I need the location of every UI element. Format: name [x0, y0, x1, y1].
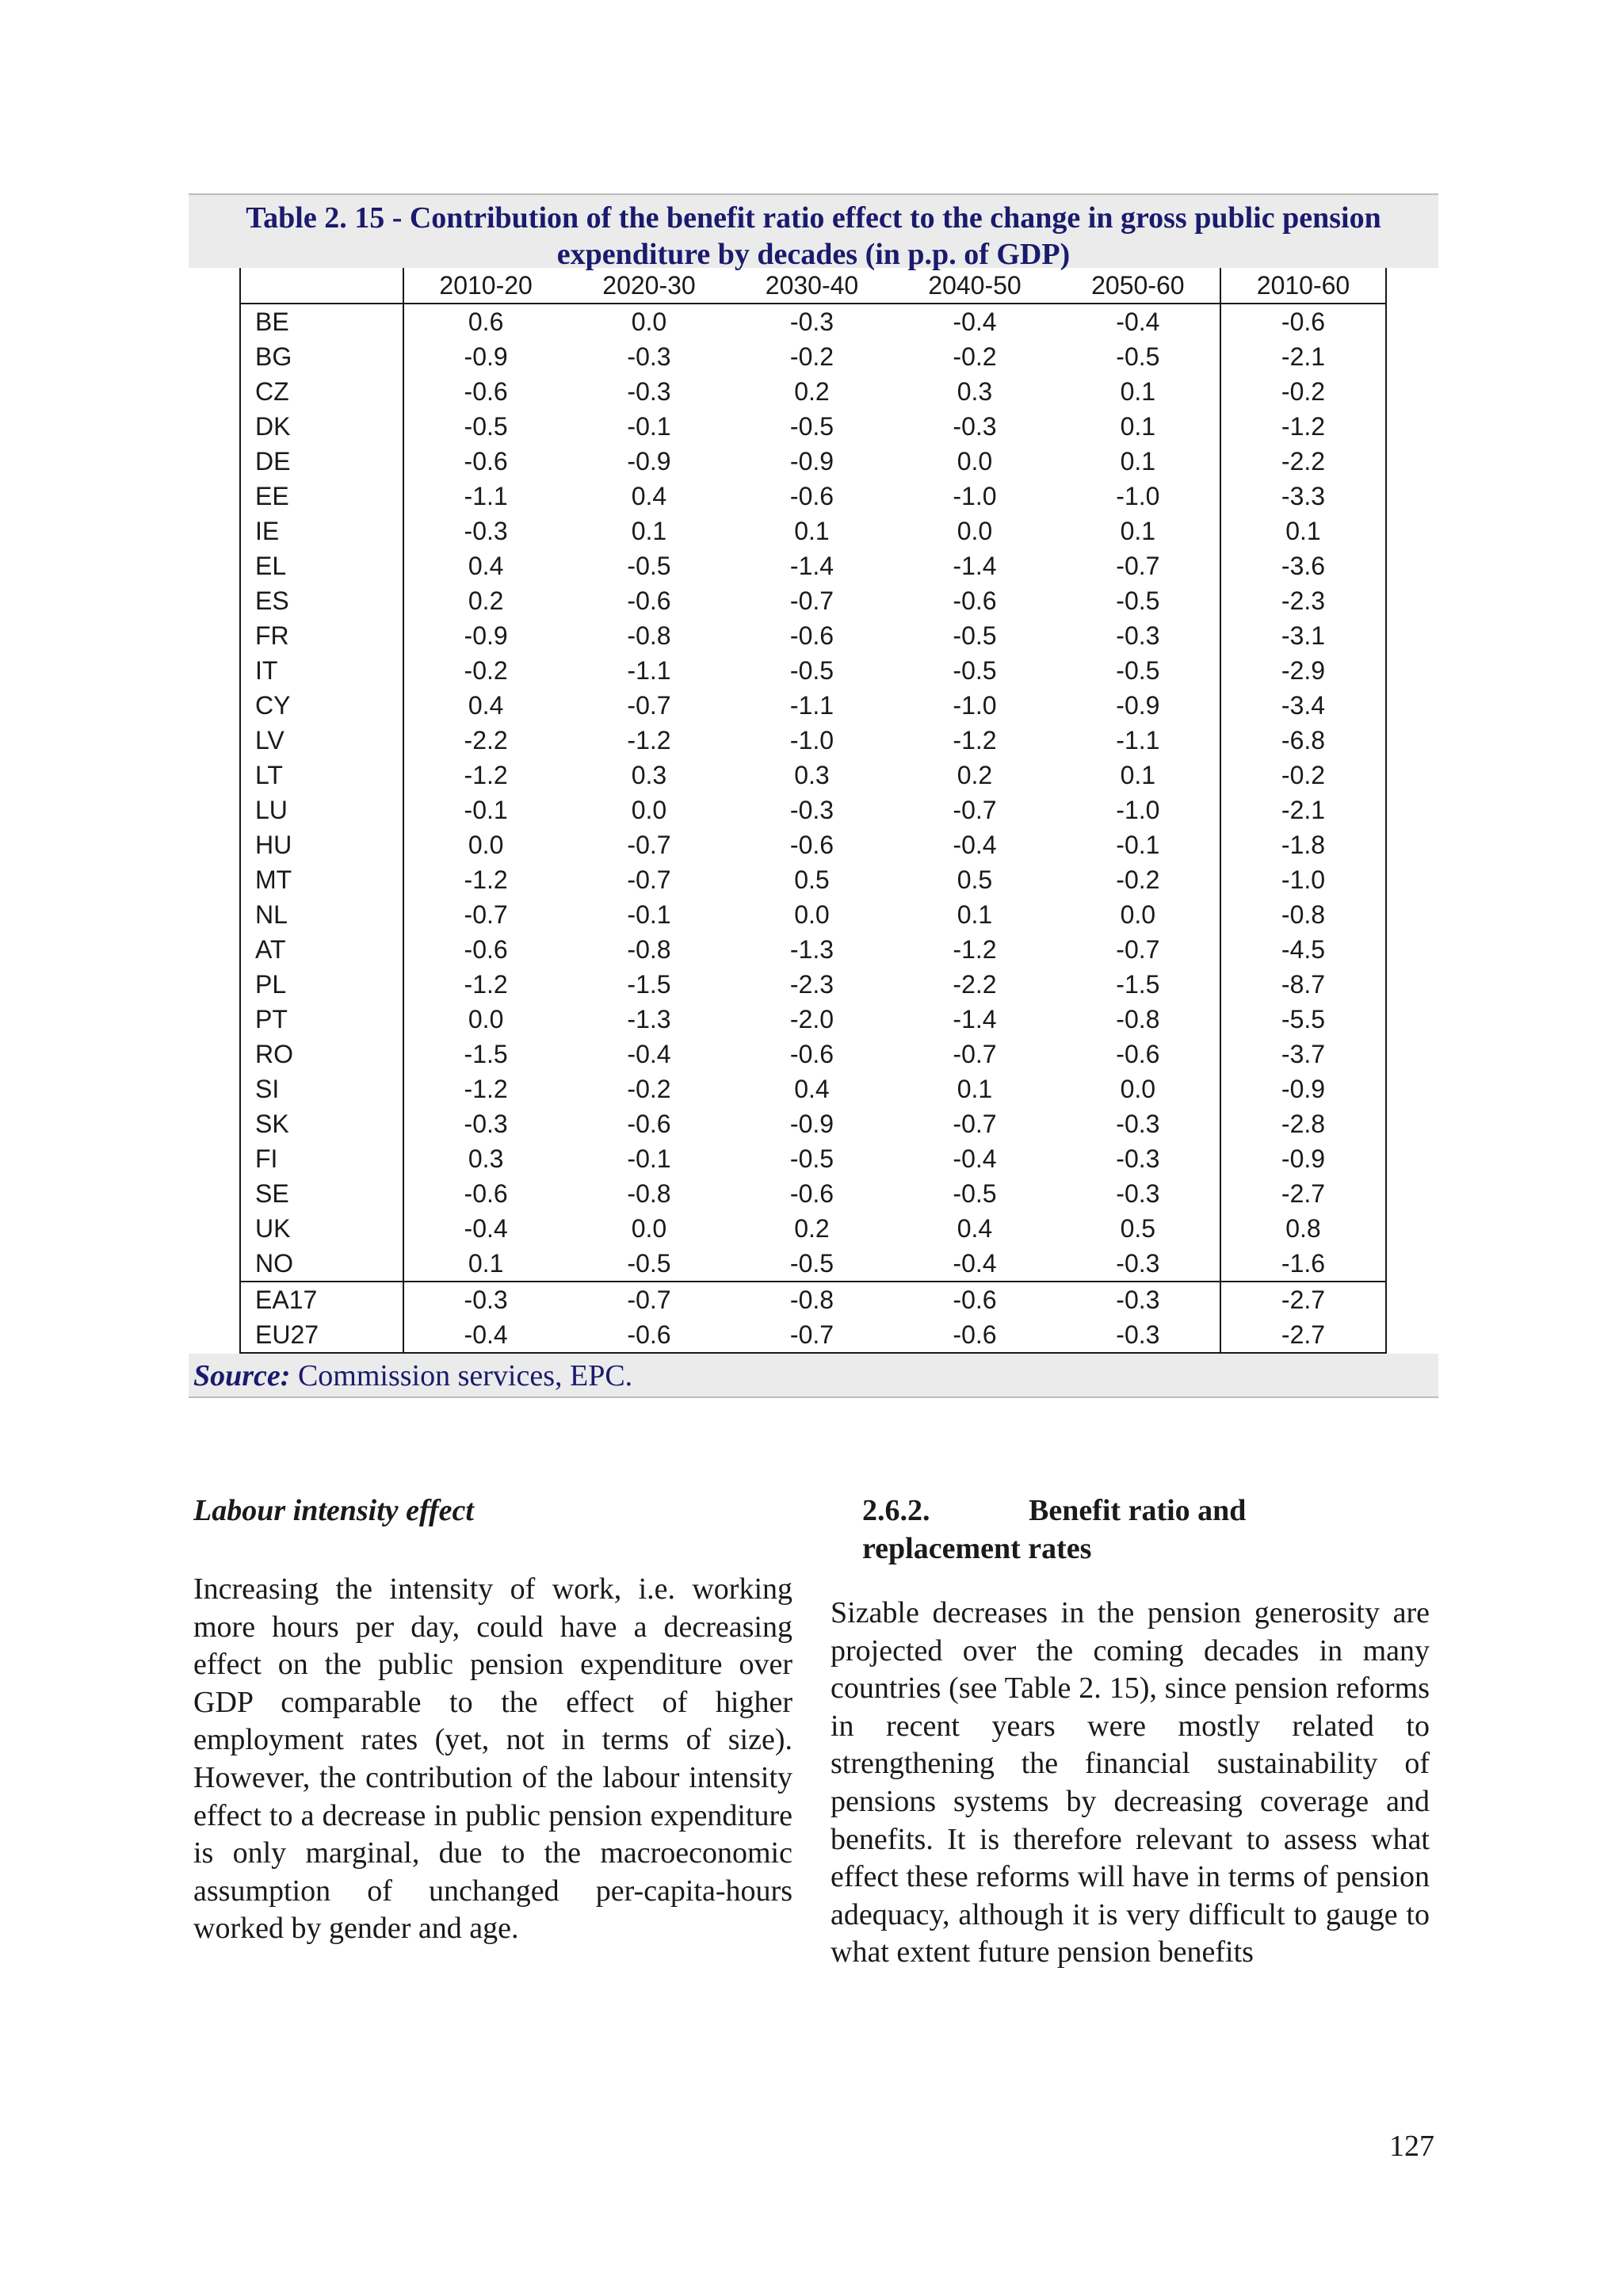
value-cell: 0.0 [957, 447, 993, 476]
country-cell: HU [240, 827, 403, 862]
table-row [240, 583, 1386, 618]
value-cell: -2.3 [1220, 583, 1386, 618]
value-cell: -0.8 [1116, 1005, 1160, 1033]
value-cell: -0.6 [893, 1317, 1056, 1353]
table-row [240, 444, 1386, 479]
value-cell: -1.0 [953, 482, 997, 510]
table-row [240, 618, 1386, 653]
header-cell: 2010-60 [1220, 268, 1386, 304]
header-cell: 2030-40 [731, 268, 894, 304]
table-row [240, 1002, 1386, 1037]
country-cell: SK [240, 1106, 403, 1141]
value-cell: -0.8 [627, 621, 671, 650]
value-cell: -0.6 [627, 586, 671, 615]
value-cell: -0.7 [1116, 552, 1160, 580]
value-cell: 0.3 [403, 1141, 567, 1176]
data-table [239, 268, 1387, 1354]
value-cell: -0.5 [789, 1144, 834, 1173]
country-cell: RO [240, 1037, 403, 1072]
country-cell: NL [240, 897, 403, 932]
aggregate-row [240, 1317, 1386, 1353]
value-cell: -0.3 [1116, 1179, 1160, 1208]
value-cell: -0.6 [403, 374, 567, 409]
value-cell: 0.1 [1120, 761, 1156, 789]
value-cell: 0.0 [794, 900, 830, 929]
value-cell: -0.4 [403, 1317, 567, 1353]
value-cell: -1.2 [953, 726, 997, 755]
benefit-ratio-paragraph: Sizable decreases in the pension generosity are projected over the coming decades in many countries (see Table 2. 15), since pension reforms in recent years were mostly related to strengthening the financial sustainability of pensions systems by decreasing coverage and benefits. It is therefore relevant to assess what effect these reforms will have in terms of pension adequacy, although it is very difficult to gauge to what extent future pension benefits [831, 1596, 1430, 1969]
value-cell: -1.4 [953, 1005, 997, 1033]
value-cell: 0.6 [403, 304, 567, 339]
country-cell: PT [240, 1002, 403, 1037]
value-cell: 0.0 [631, 796, 667, 824]
value-cell: -0.1 [627, 412, 671, 441]
value-cell: 0.0 [957, 517, 993, 545]
value-cell: -0.3 [789, 796, 834, 824]
value-cell: -0.5 [953, 1179, 997, 1208]
value-cell: -3.1 [1220, 618, 1386, 653]
value-cell: -0.7 [953, 1040, 997, 1068]
value-cell: -0.3 [1116, 1249, 1160, 1278]
value-cell: -0.6 [403, 444, 567, 479]
value-cell: -0.3 [1056, 1282, 1220, 1317]
value-cell: -0.5 [1116, 342, 1160, 371]
value-cell: -2.8 [1220, 1106, 1386, 1141]
value-cell: 0.4 [403, 688, 567, 723]
country-cell: EL [240, 548, 403, 583]
table-row [240, 793, 1386, 827]
value-cell: 0.4 [957, 1214, 993, 1243]
value-cell: -0.3 [627, 342, 671, 371]
table-row [240, 758, 1386, 793]
value-cell: 0.1 [1220, 514, 1386, 548]
value-cell: 0.1 [1120, 412, 1156, 441]
country-cell: IT [240, 653, 403, 688]
table-row [240, 862, 1386, 897]
table-row [240, 1176, 1386, 1211]
value-cell: 0.3 [631, 761, 667, 789]
value-cell: -1.5 [627, 970, 671, 999]
value-cell: 0.5 [794, 865, 830, 894]
section-number: 2.6.2. [862, 1494, 930, 1527]
value-cell: -0.2 [1220, 758, 1386, 793]
value-cell: -1.2 [627, 726, 671, 755]
value-cell: -3.3 [1220, 479, 1386, 514]
country-cell: IE [240, 514, 403, 548]
value-cell: -0.7 [953, 796, 997, 824]
table-row [240, 967, 1386, 1002]
value-cell: -0.6 [893, 1282, 1056, 1317]
value-cell: 0.2 [403, 583, 567, 618]
value-cell: -0.2 [1116, 865, 1160, 894]
value-cell: 0.0 [631, 308, 667, 336]
value-cell: -1.2 [403, 758, 567, 793]
value-cell: 0.1 [794, 517, 830, 545]
value-cell: -0.9 [1116, 691, 1160, 720]
value-cell: -8.7 [1220, 967, 1386, 1002]
aggregate-row [240, 1282, 1386, 1317]
country-cell: PL [240, 967, 403, 1002]
value-cell: -0.1 [627, 1144, 671, 1173]
labour-intensity-heading: Labour intensity effect [193, 1494, 474, 1527]
source-label: Source: [193, 1359, 291, 1392]
value-cell: -0.6 [627, 1110, 671, 1138]
table-row [240, 1211, 1386, 1246]
value-cell: -0.9 [403, 339, 567, 374]
value-cell: -0.6 [567, 1317, 731, 1353]
table-row [240, 932, 1386, 967]
country-cell: DE [240, 444, 403, 479]
country-cell: CZ [240, 374, 403, 409]
value-cell: -0.4 [953, 308, 997, 336]
value-cell: -0.6 [1220, 304, 1386, 339]
value-cell: -0.2 [953, 342, 997, 371]
value-cell: -1.2 [403, 862, 567, 897]
value-cell: -0.3 [403, 1282, 567, 1317]
value-cell: -0.5 [403, 409, 567, 444]
value-cell: -0.5 [1116, 586, 1160, 615]
country-cell: CY [240, 688, 403, 723]
value-cell: -1.2 [1220, 409, 1386, 444]
value-cell: -6.8 [1220, 723, 1386, 758]
table-row [240, 304, 1386, 339]
value-cell: -0.5 [627, 1249, 671, 1278]
country-cell: DK [240, 409, 403, 444]
value-cell: -3.4 [1220, 688, 1386, 723]
value-cell: -1.3 [789, 935, 834, 964]
table-row [240, 688, 1386, 723]
value-cell: -0.2 [627, 1075, 671, 1103]
country-cell: FR [240, 618, 403, 653]
table-row [240, 1141, 1386, 1176]
value-cell: -0.4 [953, 831, 997, 859]
value-cell: 0.0 [403, 1002, 567, 1037]
value-cell: -0.7 [627, 831, 671, 859]
value-cell: -0.7 [789, 586, 834, 615]
value-cell: -0.5 [789, 412, 834, 441]
value-cell: -0.7 [627, 691, 671, 720]
table-row [240, 1037, 1386, 1072]
country-cell: SE [240, 1176, 403, 1211]
value-cell: -2.7 [1220, 1176, 1386, 1211]
value-cell: -0.3 [1116, 1110, 1160, 1138]
value-cell: -0.9 [789, 1110, 834, 1138]
value-cell: -0.5 [627, 552, 671, 580]
country-cell: EE [240, 479, 403, 514]
value-cell: -2.0 [789, 1005, 834, 1033]
table-row [240, 897, 1386, 932]
value-cell: -1.4 [789, 552, 834, 580]
page-number: 127 [1389, 2130, 1434, 2163]
country-cell: LT [240, 758, 403, 793]
value-cell: -0.7 [567, 1282, 731, 1317]
value-cell: -0.6 [789, 1040, 834, 1068]
value-cell: -1.5 [1116, 970, 1160, 999]
value-cell: -1.6 [1220, 1246, 1386, 1282]
country-cell: ES [240, 583, 403, 618]
value-cell: -0.9 [403, 618, 567, 653]
labour-intensity-paragraph: Increasing the intensity of work, i.e. working more hours per day, could have a decreasing effect on the public pension expenditure over GDP comparable to the effect of higher employment rates (yet, not in terms of size). However, the contribution of the labour intensity effect to a decrease in public pension expenditure is only marginal, due to the macroeconomic assumption of unchanged per-capita-hours worked by gender and age. [193, 1572, 792, 1946]
value-cell: -0.5 [1116, 656, 1160, 685]
table-row [240, 374, 1386, 409]
value-cell: -0.8 [627, 935, 671, 964]
value-cell: -0.6 [403, 932, 567, 967]
value-cell: -1.0 [789, 726, 834, 755]
country-cell: BG [240, 339, 403, 374]
value-cell: -1.1 [627, 656, 671, 685]
value-cell: -0.8 [1220, 897, 1386, 932]
value-cell: -2.7 [1220, 1317, 1386, 1353]
country-cell: LV [240, 723, 403, 758]
table-row [240, 827, 1386, 862]
value-cell: -1.3 [627, 1005, 671, 1033]
table-2-15 [189, 193, 1438, 1398]
value-cell: -0.4 [1116, 308, 1160, 336]
value-cell: -2.3 [789, 970, 834, 999]
section-title-line2: replacement rates [862, 1532, 1092, 1565]
value-cell: -0.6 [953, 586, 997, 615]
table-row [240, 653, 1386, 688]
header-cell: 2040-50 [893, 268, 1056, 304]
value-cell: 0.1 [957, 1075, 993, 1103]
value-cell: -2.1 [1220, 793, 1386, 827]
value-cell: 0.5 [1120, 1214, 1156, 1243]
value-cell: -0.4 [953, 1249, 997, 1278]
value-cell: -2.2 [1220, 444, 1386, 479]
value-cell: 0.4 [631, 482, 667, 510]
value-cell: -5.5 [1220, 1002, 1386, 1037]
value-cell: -0.7 [1116, 935, 1160, 964]
value-cell: -0.6 [1116, 1040, 1160, 1068]
value-cell: -2.1 [1220, 339, 1386, 374]
value-cell: -0.7 [403, 897, 567, 932]
value-cell: -0.6 [789, 831, 834, 859]
value-cell: -0.1 [627, 900, 671, 929]
header-cell: 2020-30 [567, 268, 731, 304]
value-cell: -4.5 [1220, 932, 1386, 967]
value-cell: -0.4 [403, 1211, 567, 1246]
table-row [240, 1106, 1386, 1141]
table-caption: Table 2. 15 - Contribution of the benefit ratio effect to the change in gross public pension expenditure by decades (in p.p. of GDP) [189, 193, 1438, 268]
section-title-line1: Benefit ratio and [1029, 1494, 1247, 1527]
value-cell: -1.0 [953, 691, 997, 720]
value-cell: -1.2 [403, 1072, 567, 1106]
value-cell: -2.2 [403, 723, 567, 758]
value-cell: -1.2 [953, 935, 997, 964]
value-cell: -1.4 [953, 552, 997, 580]
country-cell: AT [240, 932, 403, 967]
table-source [189, 1354, 1438, 1398]
value-cell: -0.9 [627, 447, 671, 476]
value-cell: 0.4 [794, 1075, 830, 1103]
table-header-row [240, 268, 1386, 304]
value-cell: -0.6 [789, 1179, 834, 1208]
value-cell: -0.5 [953, 656, 997, 685]
value-cell: -3.6 [1220, 548, 1386, 583]
value-cell: -0.2 [789, 342, 834, 371]
value-cell: -0.3 [789, 308, 834, 336]
country-cell: BE [240, 304, 403, 339]
table-row [240, 1072, 1386, 1106]
value-cell: -0.3 [1116, 621, 1160, 650]
value-cell: -0.6 [789, 621, 834, 650]
source-text: Commission services, EPC. [290, 1359, 633, 1392]
value-cell: 0.4 [403, 548, 567, 583]
country-cell: MT [240, 862, 403, 897]
country-cell: FI [240, 1141, 403, 1176]
table-row [240, 409, 1386, 444]
value-cell: 0.0 [1120, 1075, 1156, 1103]
value-cell: -0.5 [789, 1249, 834, 1278]
value-cell: -0.3 [953, 412, 997, 441]
header-cell: 2050-60 [1056, 268, 1220, 304]
value-cell: -3.7 [1220, 1037, 1386, 1072]
value-cell: -0.7 [627, 865, 671, 894]
left-column [193, 1492, 792, 1948]
value-cell: -0.3 [1116, 1144, 1160, 1173]
value-cell: -1.0 [1220, 862, 1386, 897]
value-cell: -0.1 [403, 793, 567, 827]
value-cell: 0.3 [957, 377, 993, 406]
value-cell: 0.2 [794, 377, 830, 406]
value-cell: -1.1 [1116, 726, 1160, 755]
value-cell: -0.6 [789, 482, 834, 510]
value-cell: 0.1 [403, 1246, 567, 1282]
value-cell: -1.2 [403, 967, 567, 1002]
value-cell: -0.4 [953, 1144, 997, 1173]
value-cell: 0.2 [957, 761, 993, 789]
value-cell: -0.7 [731, 1317, 894, 1353]
value-cell: 0.5 [957, 865, 993, 894]
value-cell: -0.2 [403, 653, 567, 688]
value-cell: -0.6 [403, 1176, 567, 1211]
table-row [240, 723, 1386, 758]
table-row [240, 1246, 1386, 1282]
value-cell: -2.7 [1220, 1282, 1386, 1317]
value-cell: 0.1 [957, 900, 993, 929]
table-row [240, 479, 1386, 514]
value-cell: 0.0 [631, 1214, 667, 1243]
country-cell: UK [240, 1211, 403, 1246]
value-cell: -1.0 [1116, 796, 1160, 824]
right-column [831, 1492, 1430, 1972]
value-cell: -0.1 [1116, 831, 1160, 859]
value-cell: -1.8 [1220, 827, 1386, 862]
value-cell: -0.4 [627, 1040, 671, 1068]
value-cell: -0.7 [953, 1110, 997, 1138]
value-cell: 0.2 [794, 1214, 830, 1243]
value-cell: -0.3 [403, 1106, 567, 1141]
value-cell: -0.2 [1220, 374, 1386, 409]
table-row [240, 339, 1386, 374]
country-cell: NO [240, 1246, 403, 1282]
value-cell: -1.0 [1116, 482, 1160, 510]
country-cell: SI [240, 1072, 403, 1106]
value-cell: 0.8 [1220, 1211, 1386, 1246]
header-cell: 2010-20 [403, 268, 567, 304]
value-cell: -0.3 [403, 514, 567, 548]
value-cell: 0.1 [1120, 447, 1156, 476]
value-cell: -1.1 [789, 691, 834, 720]
value-cell: 0.1 [631, 517, 667, 545]
header-cell [240, 268, 403, 304]
value-cell: 0.1 [1120, 517, 1156, 545]
value-cell: -0.9 [1220, 1072, 1386, 1106]
value-cell: -0.8 [627, 1179, 671, 1208]
value-cell: -0.3 [1056, 1317, 1220, 1353]
value-cell: 0.0 [403, 827, 567, 862]
value-cell: -2.2 [953, 970, 997, 999]
value-cell: -0.5 [953, 621, 997, 650]
value-cell: -0.3 [627, 377, 671, 406]
value-cell: -0.9 [1220, 1141, 1386, 1176]
value-cell: 0.0 [1120, 900, 1156, 929]
value-cell: -0.5 [789, 656, 834, 685]
country-cell: LU [240, 793, 403, 827]
section-heading [862, 1492, 1430, 1568]
table-row [240, 514, 1386, 548]
value-cell: 0.1 [1120, 377, 1156, 406]
value-cell: -0.9 [789, 447, 834, 476]
value-cell: -1.5 [403, 1037, 567, 1072]
table-row [240, 548, 1386, 583]
value-cell: -1.1 [403, 479, 567, 514]
country-cell: EU27 [240, 1317, 403, 1353]
value-cell: -0.8 [731, 1282, 894, 1317]
value-cell: 0.3 [794, 761, 830, 789]
country-cell: EA17 [240, 1282, 403, 1317]
value-cell: -2.9 [1220, 653, 1386, 688]
